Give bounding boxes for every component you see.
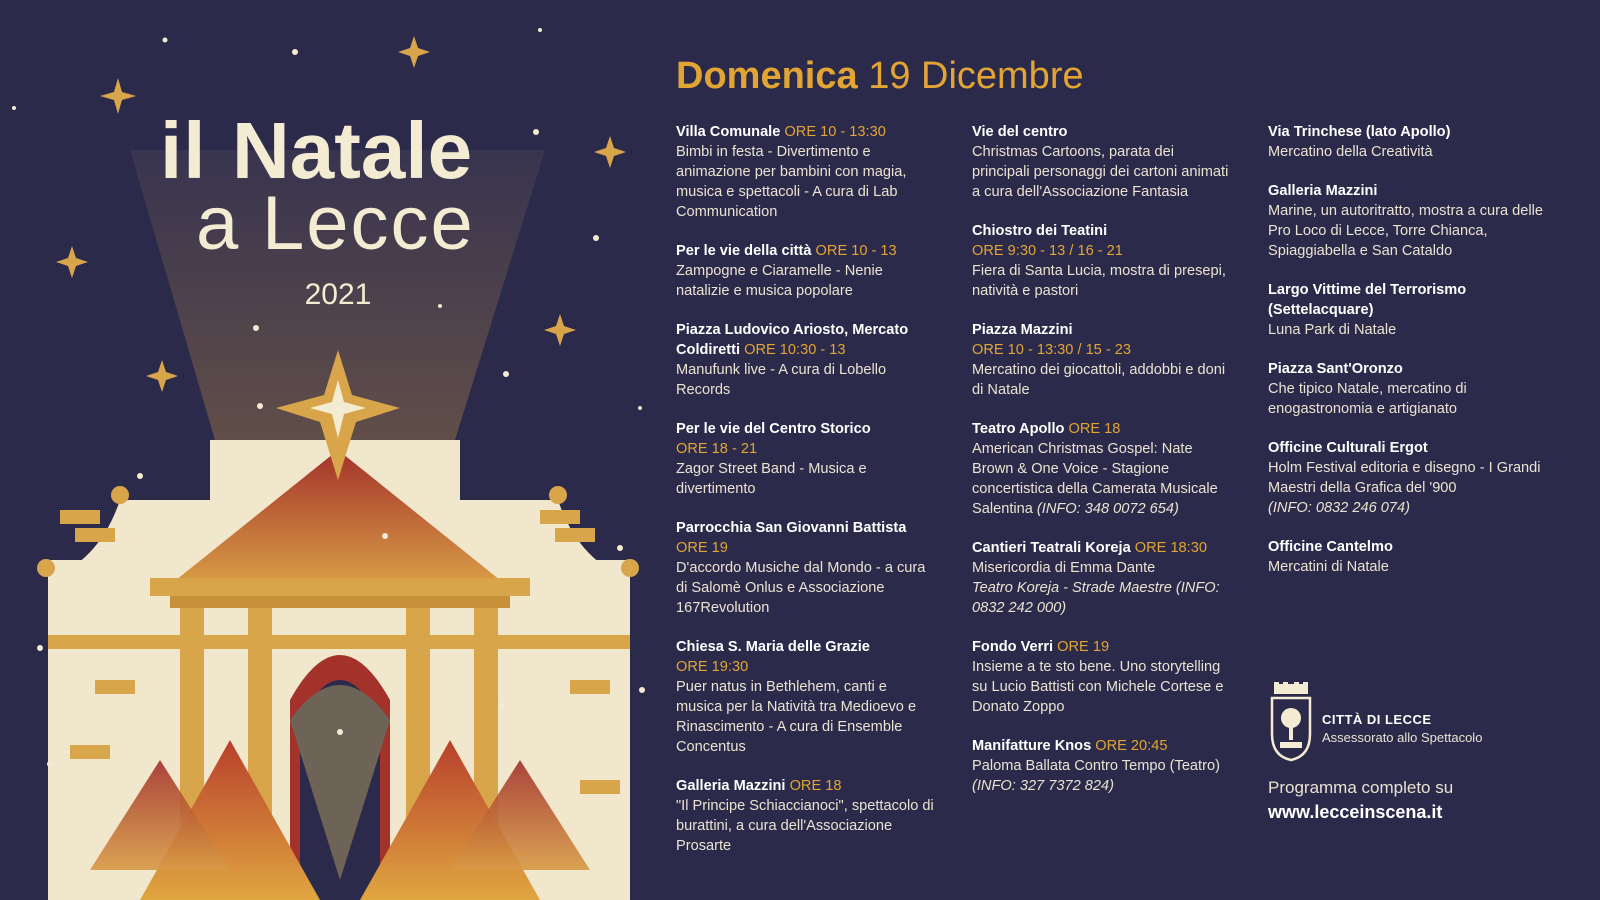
event-time: ORE 10 - 13:30 / 15 - 23 <box>972 342 1131 358</box>
program-label: Programma completo su <box>1268 778 1454 797</box>
event-place: Via Trinchese (lato Apollo) <box>1268 124 1451 140</box>
event-item <box>1268 438 1543 518</box>
event-time: ORE 9:30 - 13 / 16 - 21 <box>972 243 1123 259</box>
event-item <box>676 776 936 856</box>
event-item <box>972 122 1232 202</box>
program-url[interactable]: www.lecceinscena.it <box>1268 802 1443 822</box>
event-desc: Bimbi in festa - Divertimento e animazione per bambini con magia, musica e spettacoli - A cura di Lab Communication <box>676 144 907 220</box>
event-desc: "Il Principe Schiaccianoci", spettacolo di burattini, a cura dell'Associazione Prosarte <box>676 798 934 854</box>
event-info: (INFO: 348 0072 654) <box>1036 501 1179 517</box>
event-place: Piazza Mazzini <box>972 322 1073 338</box>
event-item <box>1268 359 1543 419</box>
event-desc: Mercatino della Creatività <box>1268 144 1433 160</box>
event-time: ORE 10:30 - 13 <box>744 342 846 358</box>
event-item <box>1268 537 1543 577</box>
event-place: Officine Cantelmo <box>1268 539 1393 555</box>
event-place: Chiesa S. Maria delle Grazie <box>676 639 870 655</box>
event-item <box>972 221 1232 301</box>
event-desc: D'accordo Musiche dal Mondo - a cura di Salomè Onlus e Associazione 167Revolution <box>676 560 926 616</box>
event-place: Per le vie della città <box>676 243 812 259</box>
events-column-2 <box>972 122 1232 815</box>
event-desc <box>972 439 1232 519</box>
event-item <box>972 419 1232 519</box>
event-place: Officine Culturali Ergot <box>1268 440 1428 456</box>
event-place: Vie del centro <box>972 124 1068 140</box>
event-item <box>972 637 1232 717</box>
event-item <box>676 122 936 222</box>
event-desc: Zampogne e Ciaramelle - Nenie natalizie e musica popolare <box>676 263 883 299</box>
event-place: Chiostro dei Teatini <box>972 223 1108 239</box>
event-item <box>1268 181 1543 261</box>
event-desc: Paloma Ballata Contro Tempo (Teatro) <box>972 758 1220 774</box>
event-desc: Fiera di Santa Lucia, mostra di presepi, natività e pastori <box>972 263 1226 299</box>
event-info: (INFO: 327 7372 824) <box>972 778 1114 794</box>
event-desc: Puer natus in Bethlehem, canti e musica per la Natività tra Medioevo e Rinascimento - A cura di Ensemble Concentus <box>676 679 917 755</box>
date-heading <box>676 55 1084 98</box>
event-time: ORE 18 <box>789 778 842 794</box>
event-info: Teatro Koreja - Strade Maestre (INFO: 0832 242 000) <box>972 580 1220 616</box>
event-desc: Holm Festival editoria e disegno - I Grandi Maestri della Grafica del '900 <box>1268 460 1541 496</box>
event-desc: Misericordia di Emma Dante <box>972 560 1156 576</box>
event-item <box>1268 122 1543 162</box>
title-il: il <box>160 106 207 195</box>
event-place: Cantieri Teatrali Koreja <box>972 540 1131 556</box>
event-time: ORE 18 <box>1068 421 1121 437</box>
title-natale: Natale <box>232 106 473 195</box>
event-place: Piazza Sant'Oronzo <box>1268 361 1403 377</box>
events-column-1 <box>676 122 936 875</box>
event-place: Galleria Mazzini <box>676 778 786 794</box>
event-place: Largo Vittime del Terrorismo (Settelacquare) <box>1268 282 1467 318</box>
event-time: ORE 10 - 13:30 <box>784 124 886 140</box>
event-desc: Che tipico Natale, mercatino di enogastronomia e artigianato <box>1268 381 1467 417</box>
event-place: Piazza Ludovico Ariosto, Mercato Coldiretti <box>676 322 909 358</box>
event-item <box>676 518 936 618</box>
event-desc: Manufunk live - A cura di Lobello Records <box>676 362 887 398</box>
event-time: ORE 19 <box>1057 639 1110 655</box>
event-place: Galleria Mazzini <box>1268 183 1378 199</box>
title-block <box>0 0 650 340</box>
program-info <box>1268 776 1453 824</box>
event-desc: Insieme a te sto bene. Uno storytelling su Lucio Battisti con Michele Cortese e Donato Zoppo <box>972 659 1224 715</box>
title-a: a <box>196 181 239 266</box>
event-desc: Christmas Cartoons, parata dei principali personaggi dei cartoni animati a cura dell'Associazione Fantasia <box>972 144 1229 200</box>
event-item <box>972 538 1232 618</box>
event-time: ORE 20:45 <box>1095 738 1168 754</box>
event-item <box>676 637 936 757</box>
city-logo <box>1268 682 1568 762</box>
event-place: Parrocchia San Giovanni Battista <box>676 520 907 536</box>
event-info: (INFO: 0832 246 074) <box>1268 500 1410 516</box>
event-time: ORE 19 <box>676 540 728 556</box>
event-desc: Mercatini di Natale <box>1268 559 1389 575</box>
event-place: Teatro Apollo <box>972 421 1065 437</box>
event-item <box>972 320 1232 400</box>
event-time: ORE 18:30 <box>1134 540 1207 556</box>
heading-day: Domenica <box>676 55 858 97</box>
event-desc: Marine, un autoritratto, mostra a cura delle Pro Loco di Lecce, Torre Chianca, Spiaggiabella e San Cataldo <box>1268 203 1543 259</box>
event-item <box>676 419 936 499</box>
event-item <box>676 320 936 400</box>
events-column-3 <box>1268 122 1543 596</box>
event-place: Per le vie del Centro Storico <box>676 421 871 437</box>
event-desc-text: American Christmas Gospel: Nate Brown & One Voice - Stagione concertistica della Camerata Musicale Salentina <box>972 441 1218 517</box>
event-item <box>972 736 1232 796</box>
event-desc: Mercatino dei giocattoli, addobbi e doni di Natale <box>972 362 1226 398</box>
event-item <box>676 241 936 301</box>
event-place: Villa Comunale <box>676 124 781 140</box>
event-desc: Zagor Street Band - Musica e divertimento <box>676 461 867 497</box>
event-time: ORE 19:30 <box>676 659 749 675</box>
city-name: CITTÀ DI LECCE <box>1322 712 1432 727</box>
title-lecce: Lecce <box>262 181 475 266</box>
event-time: ORE 10 - 13 <box>815 243 897 259</box>
city-crest-icon <box>1268 682 1314 762</box>
event-time: ORE 18 - 21 <box>676 441 758 457</box>
event-desc: Luna Park di Natale <box>1268 322 1397 338</box>
event-item <box>1268 280 1543 340</box>
title-year: 2021 <box>304 278 372 311</box>
event-place: Manifatture Knos <box>972 738 1092 754</box>
city-department: Assessorato allo Spettacolo <box>1322 730 1483 745</box>
heading-date: 19 Dicembre <box>868 55 1084 97</box>
event-place: Fondo Verri <box>972 639 1054 655</box>
